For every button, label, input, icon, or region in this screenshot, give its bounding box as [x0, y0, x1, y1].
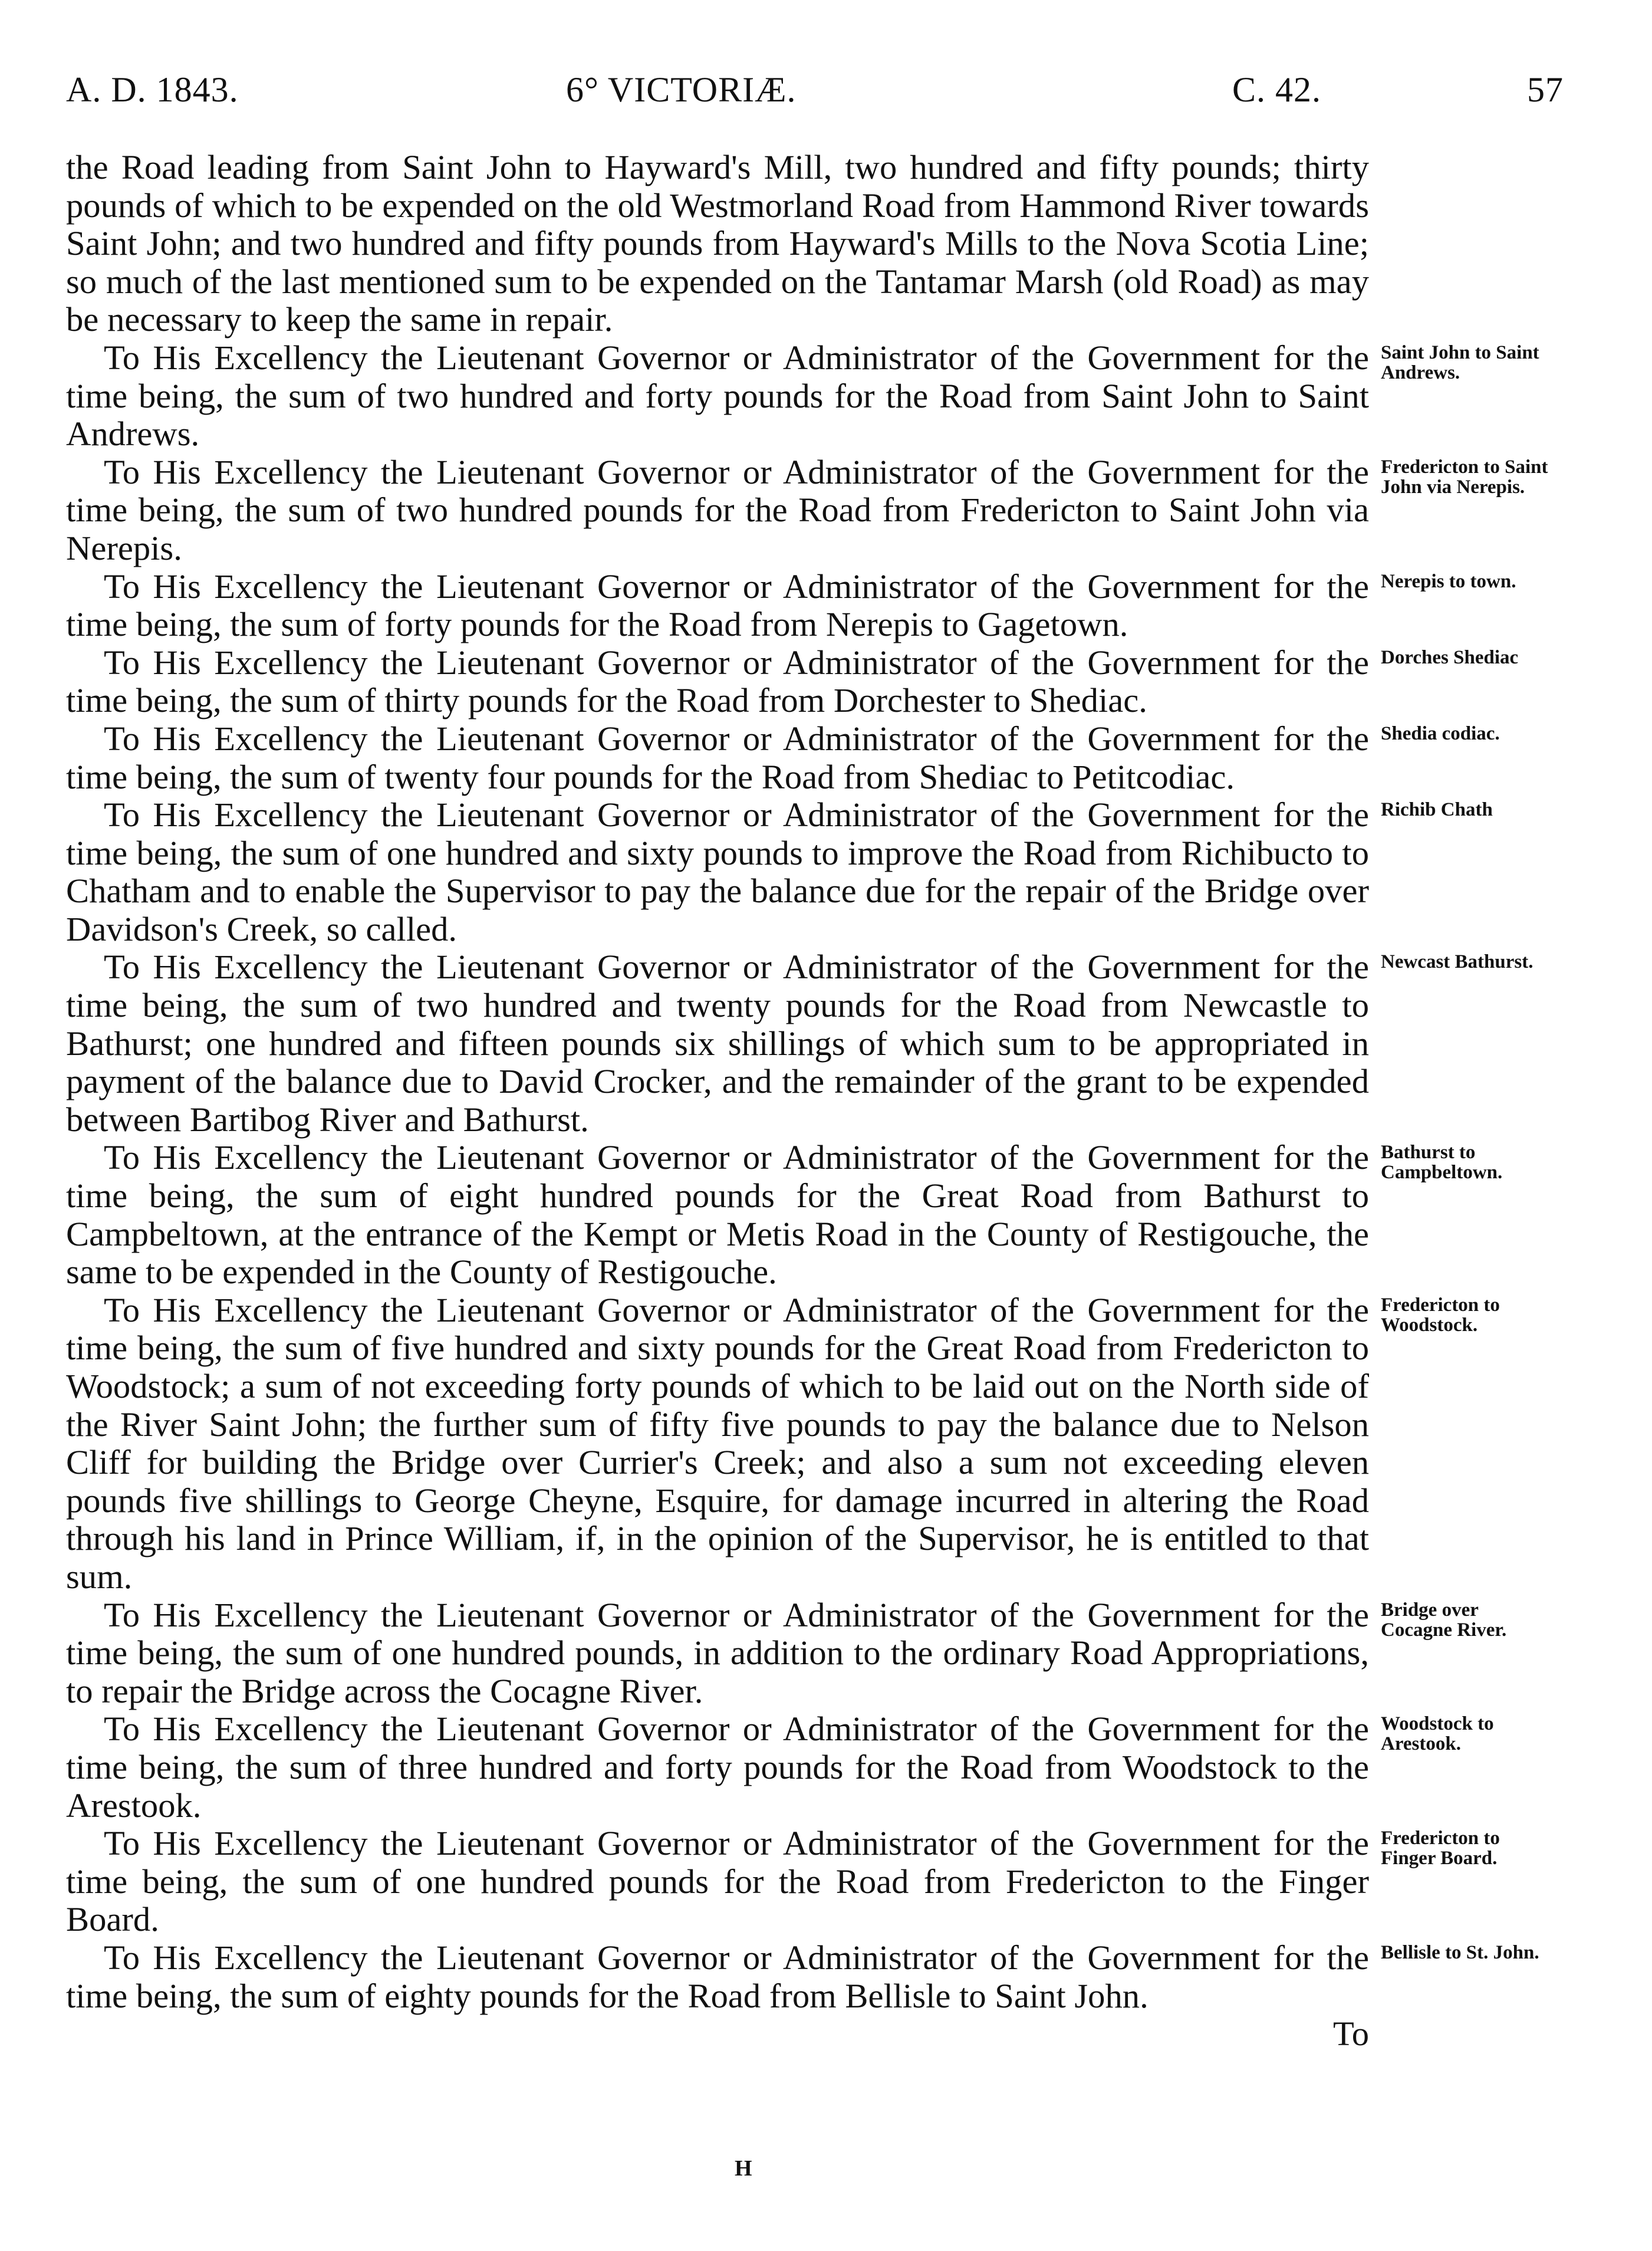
margin-note: Bridge over Cocagne River.	[1381, 1599, 1507, 1641]
paragraph-bathurst-to-campbeltown	[66, 1138, 1503, 1292]
paragraph-newcastle-to-bathurst	[66, 948, 1533, 1139]
margin-note: Dorches Shediac	[1381, 646, 1519, 668]
paragraph-fredericton-to-finger-board	[66, 1824, 1500, 1939]
paragraph-text: To His Excellency the Lieutenant Governor or Administrator of the Government for the time being, the sum of one hundred and sixty pounds to improve the Road from Richibucto to Chatham and to enable the Supervisor to pay the balance due for the repair of the Bridge over Davidson's Creek, so called.	[66, 796, 1369, 948]
margin-note: Newcast Bathurst.	[1381, 951, 1533, 973]
catchword: To	[1333, 2015, 1369, 2053]
paragraph-text: To His Excellency the Lieutenant Governor or Administrator of the Government for the time being, the sum of twenty four pounds for the Road from Shediac to Petitcodiac.	[66, 719, 1369, 796]
paragraph-continuation	[66, 149, 1369, 339]
paragraph-text: the Road leading from Saint John to Hayward's Mill, two hundred and fifty pounds; thirty pounds of which to be expended on the old Westmorland Road from Hammond River towards Saint John; and two hundred and fifty pounds from Hayward's Mills to the Nova Scotia Line; so much of the last mentioned sum to be expended on the Tantamar Marsh (old Road) as may be necessary to keep the same in repair.	[66, 148, 1369, 339]
header-date: A. D. 1843.	[66, 70, 239, 109]
paragraph-text: To His Excellency the Lieutenant Governor or Administrator of the Government for the time being, the sum of forty pounds for the Road from Nerepis to Gagetown.	[66, 567, 1369, 644]
paragraph-bellisle-to-saint-john	[66, 1938, 1539, 2015]
paragraph-woodstock-to-arestook	[66, 1710, 1494, 1825]
catchword-line	[66, 2015, 1369, 2053]
page-header	[0, 70, 1652, 123]
paragraph-fredericton-to-woodstock	[66, 1290, 1500, 1596]
signature-mark: H	[735, 2156, 752, 2181]
margin-note: Woodstock to Arestook.	[1381, 1713, 1494, 1755]
paragraph-fredericton-to-saint-john	[66, 452, 1548, 568]
margin-note: Fredericton to Woodstock.	[1381, 1294, 1500, 1336]
paragraph-dorchester-to-shediac	[66, 643, 1519, 720]
margin-note: Fredericton to Saint John via Nerepis.	[1381, 456, 1548, 498]
paragraph-text: To His Excellency the Lieutenant Governor or Administrator of the Government for the time being, the sum of thirty pounds for the Road from Dorchester to Shediac.	[66, 643, 1369, 720]
paragraph-text: To His Excellency the Lieutenant Governor or Administrator of the Government for the time being, the sum of five hundred and sixty pounds for the Great Road from Fredericton to Woodstock; a sum of not exceeding forty pounds of which to be laid out on the North side of the River Saint John; the further sum of fifty five pounds to pay the balance due to Nelson Cliff for building the Bridge over Currier's Creek; and also a sum not exceeding eleven pounds five shillings to George Cheyne, Esquire, for damage incurred in altering the Road through his land in Prince William, if, in the opinion of the Supervisor, he is entitled to that sum.	[66, 1290, 1369, 1596]
margin-note: Bellisle to St. John.	[1381, 1941, 1539, 1963]
margin-note: Shedia codiac.	[1381, 722, 1500, 744]
paragraph-richibucto-to-chatham	[66, 796, 1493, 948]
paragraph-nerepis-to-gagetown	[66, 567, 1516, 644]
paragraph-bridge-over-cocagne	[66, 1595, 1507, 1711]
paragraph-text: To His Excellency the Lieutenant Governor or Administrator of the Government for the time being, the sum of eighty pounds for the Road from Bellisle to Saint John.	[66, 1938, 1369, 2015]
margin-note: Richib Chath	[1381, 799, 1493, 821]
paragraph-text: To His Excellency the Lieutenant Governor or Administrator of the Government for the time being, the sum of two hundred and forty pounds for the Road from Saint John to Saint Andrews.	[66, 338, 1369, 454]
page-number: 57	[1527, 70, 1564, 109]
paragraph-saint-john-to-saint-andrews	[66, 338, 1539, 454]
header-title: 6° VICTORIÆ.	[566, 70, 797, 109]
margin-note: Nerepis to town.	[1381, 570, 1516, 592]
document-body	[66, 148, 1548, 2053]
margin-note: Bathurst to Campbeltown.	[1381, 1142, 1503, 1184]
paragraph-text: To His Excellency the Lieutenant Governor or Administrator of the Government for the time being, the sum of two hundred and twenty pounds for the Road from Newcastle to Bathurst; one hundred and fifteen pounds six shillings of which sum to be appropriated in payment of the balance due to David Crocker, and the remainder of the grant to be expended between Bartibog River and Bathurst.	[66, 948, 1369, 1139]
header-chapter: C. 42.	[1232, 70, 1322, 109]
margin-note: Saint John to Saint Andrews.	[1381, 341, 1539, 383]
paragraph-text: To His Excellency the Lieutenant Governor or Administrator of the Government for the time being, the sum of two hundred pounds for the Road from Fredericton to Saint John via Nerepis.	[66, 452, 1369, 567]
paragraph-text: To His Excellency the Lieutenant Governor or Administrator of the Government for the time being, the sum of three hundred and forty pounds for the Road from Woodstock to the Arestook.	[66, 1710, 1369, 1825]
paragraph-text: To His Excellency the Lieutenant Governor or Administrator of the Government for the time being, the sum of one hundred pounds, in addition to the ordinary Road Appropriations, to repair the Bridge across the Cocagne River.	[66, 1595, 1369, 1710]
margin-note: Fredericton to Finger Board.	[1381, 1828, 1500, 1869]
paragraph-text: To His Excellency the Lieutenant Governor or Administrator of the Government for the time being, the sum of eight hundred pounds for the Great Road from Bathurst to Campbeltown, at the entrance of the Kempt or Metis Road in the County of Restigouche, the same to be expended in the County of Restigouche.	[66, 1138, 1369, 1292]
paragraph-text: To His Excellency the Lieutenant Governor or Administrator of the Government for the time being, the sum of one hundred pounds for the Road from Fredericton to the Finger Board.	[66, 1824, 1369, 1939]
paragraph-shediac-to-petitcodiac	[66, 719, 1500, 796]
